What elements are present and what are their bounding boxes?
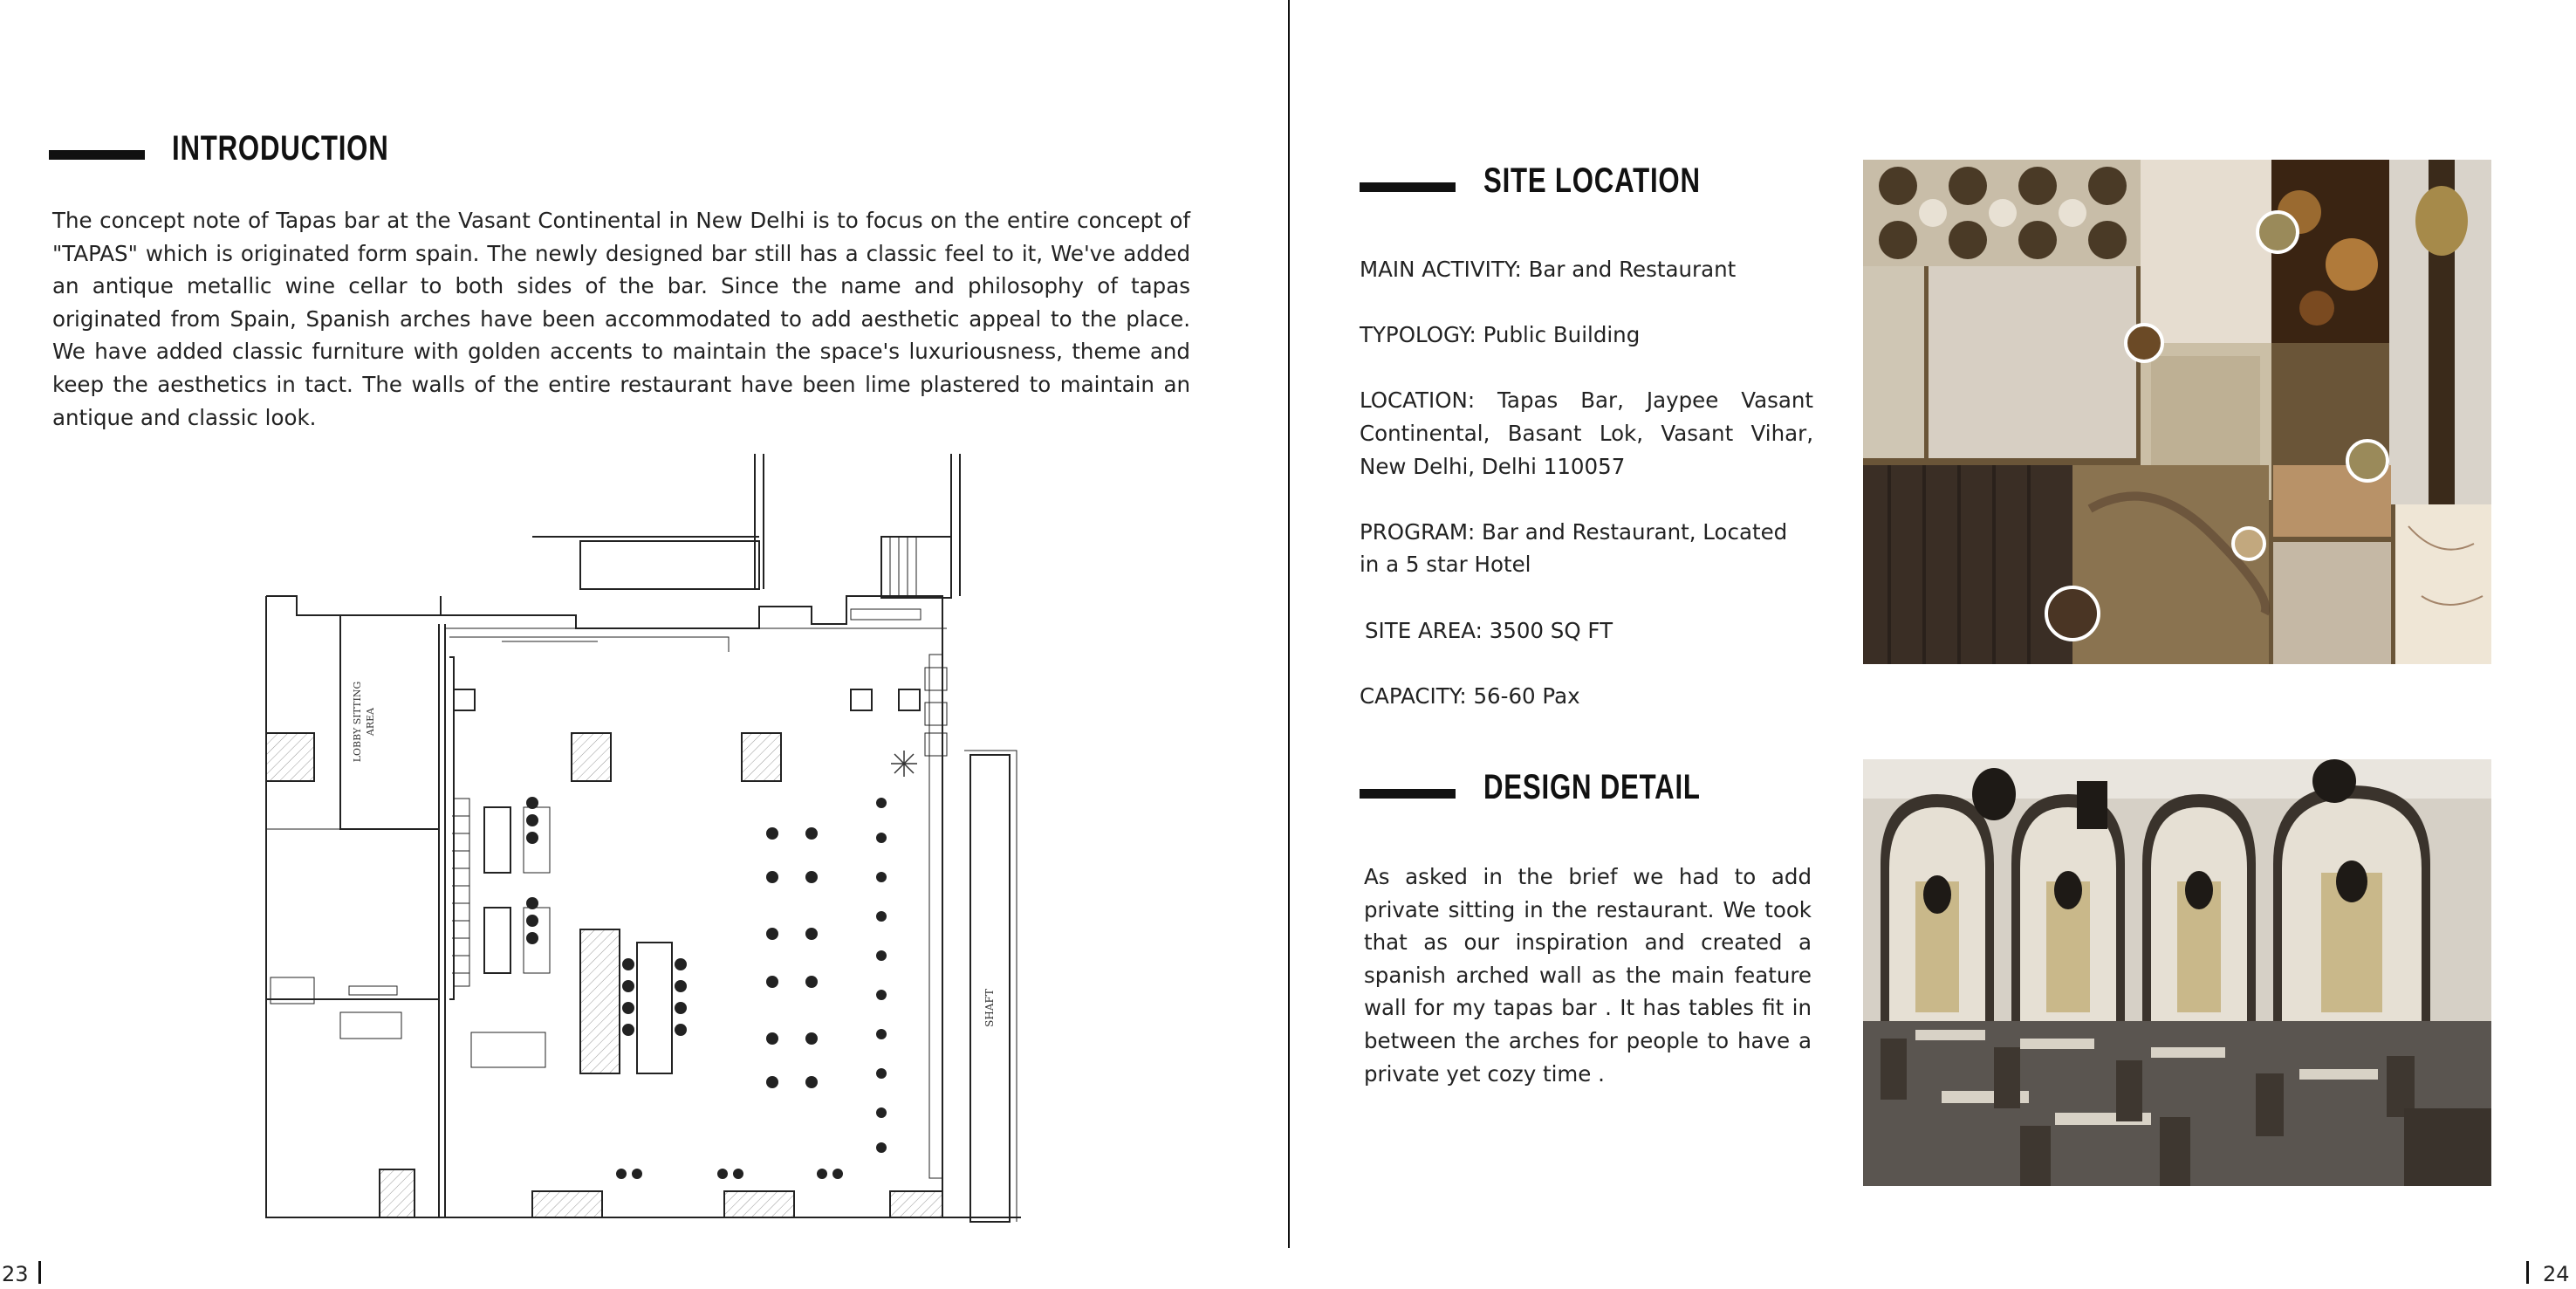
capacity: CAPACITY: 56-60 Pax (1360, 682, 1580, 709)
material-board-image (1863, 160, 2491, 664)
page-number-right-tick (2526, 1261, 2529, 1284)
floor-plan-drawing (236, 449, 1021, 1226)
location: LOCATION: Tapas Bar, Jaypee Vasant Continental, Basant Lok, Vasant Vihar, New Delhi, Delhi 110057 (1360, 387, 1813, 479)
interior-render-image (1863, 759, 2491, 1186)
intro-heading-rule (49, 150, 145, 160)
shaft-label: SHAFT (983, 989, 996, 1027)
page-number-left-tick (38, 1261, 41, 1284)
floor-plan (236, 449, 1021, 1226)
lobby-label-line2: AREA (365, 707, 376, 737)
program: PROGRAM: Bar and Restaurant, Located in a 5 star Hotel (1360, 518, 1788, 578)
page-spine (1288, 0, 1290, 1248)
site-area: SITE AREA: 3500 SQ FT (1365, 617, 1613, 643)
site-info-list (1360, 253, 1813, 745)
page-number-right: 24 (2543, 1262, 2570, 1286)
lobby-label-line1: LOBBY SITTING (352, 681, 363, 763)
design-detail-rule (1360, 789, 1456, 799)
typology: TYPOLOGY: Public Building (1360, 322, 1641, 348)
intro-paragraph: The concept note of Tapas bar at the Vasant Continental in New Delhi is to focus on the entire concept of "TAPAS" which is originated form spain. The newly designed bar still has a classic feel to it, We've added an antique metallic wine cellar to both sides of the bar. Since the name and philosophy of tapas originated from Spain, Spanish arches have been accommodated to add aesthetic appeal to the place. We have added classic furniture with golden accents to maintain the space's luxuriousness, theme and keep the aesthetics in tact. The walls of the entire restaurant have been lime plastered to maintain an antique and classic look. (52, 208, 1190, 430)
design-detail-paragraph: As asked in the brief we had to add private sitting in the restaurant. We took that as our inspiration and created a spanish arched wall as the main feature wall for my tapas bar . It has tables fit in between the arches for people to have a private yet cozy time . (1364, 864, 1812, 1087)
site-location-rule (1360, 182, 1456, 192)
site-location-heading: SITE LOCATION (1483, 161, 1701, 200)
intro-heading: INTRODUCTION (172, 129, 389, 168)
page-number-left: 23 (2, 1262, 29, 1286)
main-activity: MAIN ACTIVITY: Bar and Restaurant (1360, 257, 1737, 282)
design-detail-heading: DESIGN DETAIL (1483, 768, 1701, 806)
